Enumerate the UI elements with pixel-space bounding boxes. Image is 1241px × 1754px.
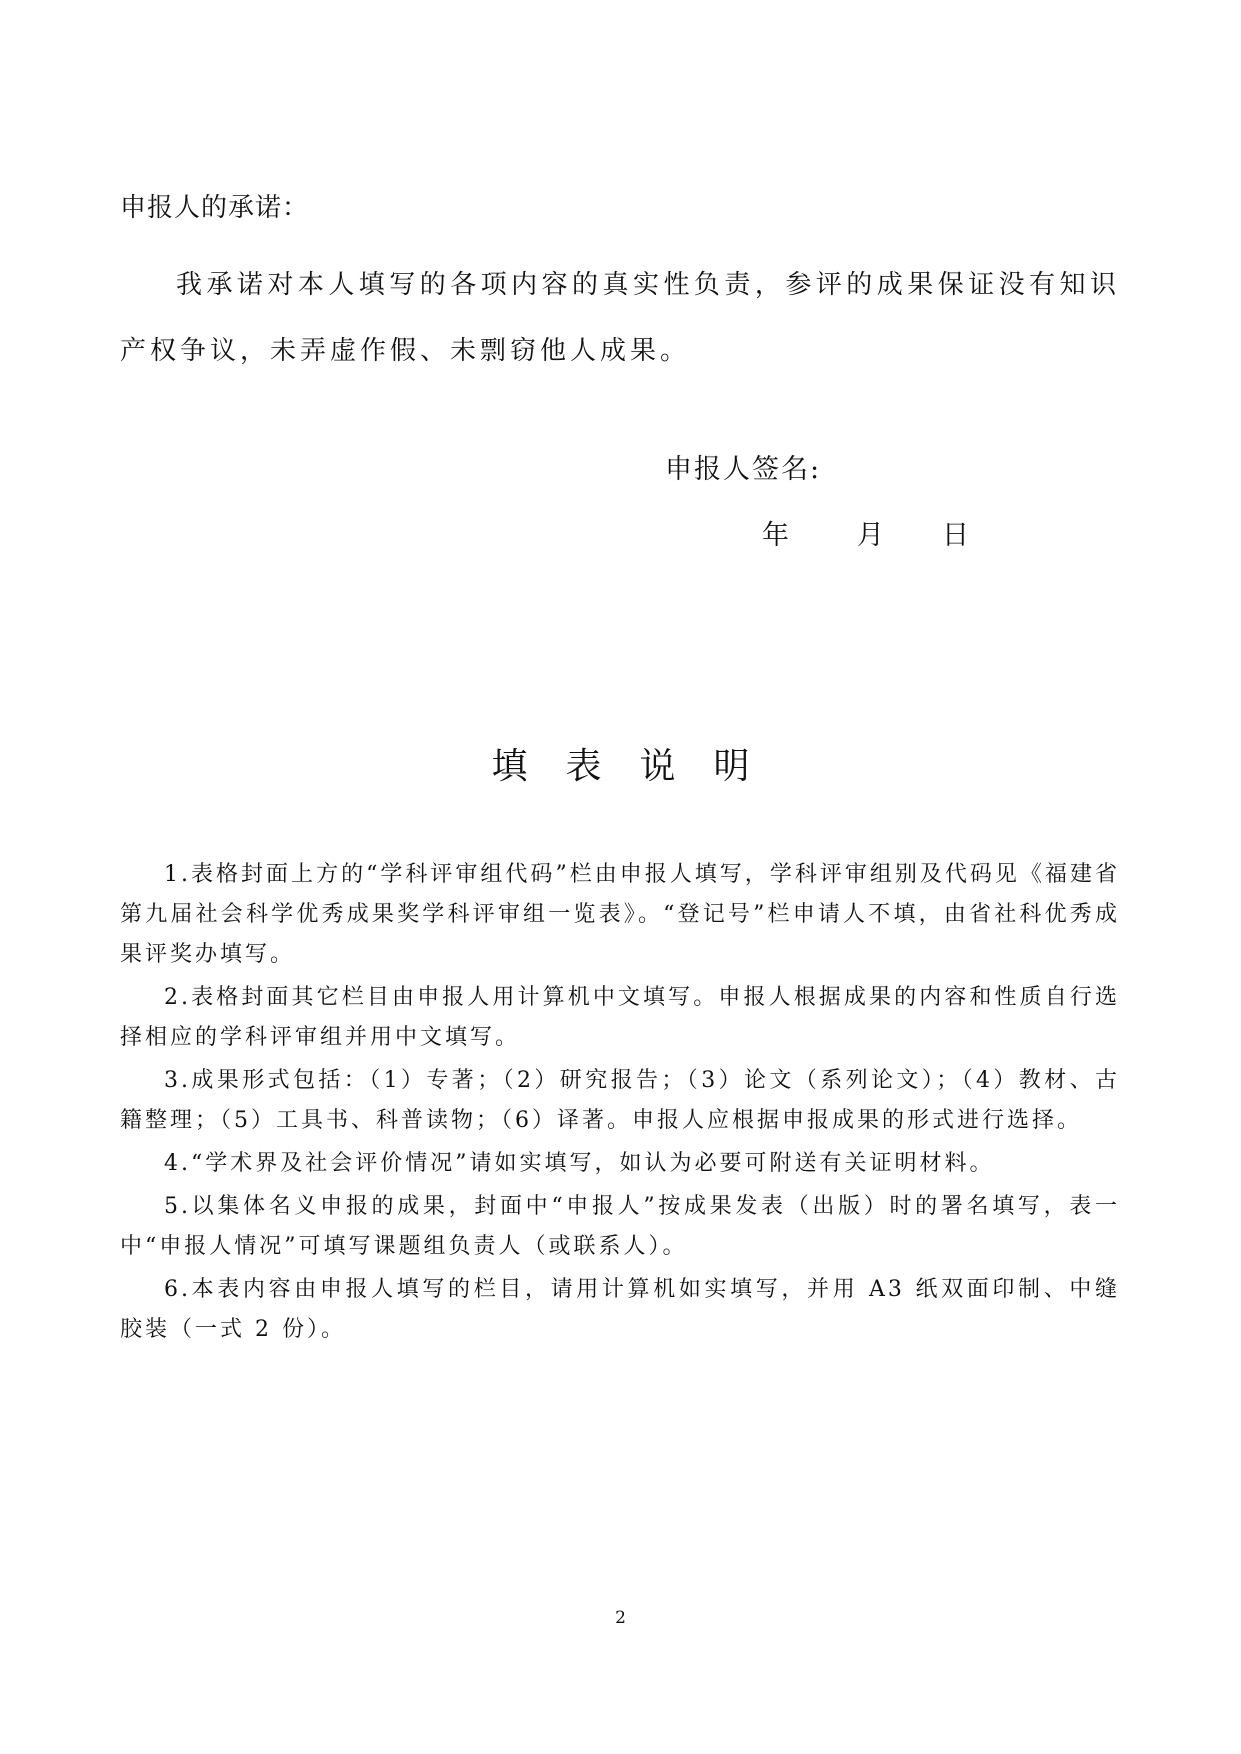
instructions-list xyxy=(120,855,1120,1353)
instruction-item-3: 3.成果形式包括：（1）专著；（2）研究报告；（3）论文（系列论文）；（4）教材、古籍整理；（5）工具书、科普读物；（6）译著。申报人应根据申报成果的形式进行选择。 xyxy=(120,1068,1120,1133)
signature-label: 申报人签名: xyxy=(665,454,822,485)
signature-date-line xyxy=(762,516,969,556)
instruction-item-1: 1.表格封面上方的“学科评审组代码”栏由申报人填写，学科评审组别及代码见《福建省第九届社会科学优秀成果奖学科评审组一览表》。“登记号”栏申请人不填，由省社科优秀成果评奖办填写。 xyxy=(120,862,1120,967)
instruction-item-5: 5.以集体名义申报的成果，封面中“申报人”按成果发表（出版）时的署名填写，表一中“申报人情况”可填写课题组负责人（或联系人）。 xyxy=(120,1194,1120,1259)
date-day-label: 日 xyxy=(942,520,969,551)
instruction-item-2: 2.表格封面其它栏目由申报人用计算机中文填写。申报人根据成果的内容和性质自行选择相应的学科评审组并用中文填写。 xyxy=(120,985,1120,1050)
date-year-label: 年 xyxy=(762,520,789,551)
instruction-item-6: 6.本表内容由申报人填写的栏目，请用计算机如实填写，并用 A3 纸双面印制、中缝胶装（一式 2 份）。 xyxy=(120,1277,1120,1342)
pledge-heading: 申报人的承诺： xyxy=(120,193,310,223)
date-month-label: 月 xyxy=(857,520,884,551)
instruction-item-4: 4.“学术界及社会评价情况”请如实填写，如认为必要可附送有关证明材料。 xyxy=(164,1151,995,1176)
instructions-title: 填表说明 xyxy=(491,746,788,787)
pledge-statement: 我承诺对本人填写的各项内容的真实性负责，参评的成果保证没有知识产权争议，未弄虚作假、未剽窃他人成果。 xyxy=(120,270,1120,366)
page-number: 2 xyxy=(615,1608,626,1628)
